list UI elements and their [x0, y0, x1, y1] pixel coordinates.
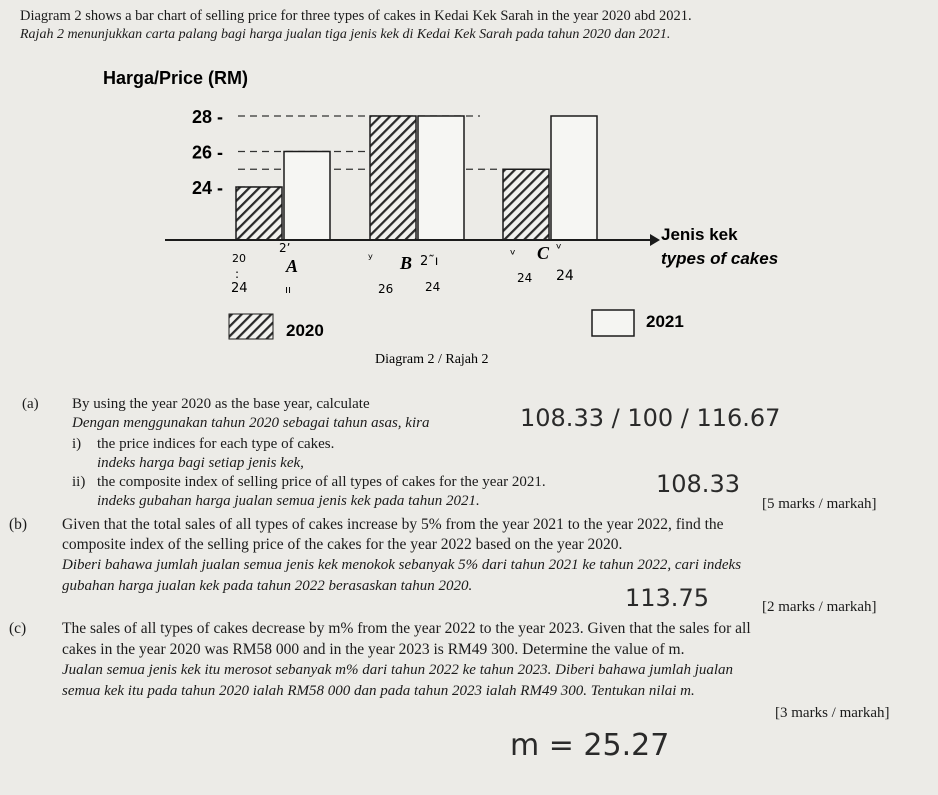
- q-a-i-en: the price indices for each type of cakes.: [97, 436, 335, 452]
- handwritten-answer-c: m = 25.27: [510, 728, 670, 763]
- q-c-ms2: semua kek itu pada tahun 2020 ialah RM58 000 dan pada tahun 2023 ialah RM49 300. Tentukan nilai m.: [62, 683, 695, 699]
- bar-2021-C: [551, 116, 597, 240]
- x-label-ms: Jenis kek: [661, 225, 738, 244]
- chart-caption: Diagram 2 / Rajah 2: [375, 352, 489, 367]
- y-tick-label: 28 -: [192, 107, 224, 127]
- q-b-marks: [2 marks / markah]: [762, 599, 877, 615]
- hand-note: ᵛ: [510, 247, 516, 263]
- hand-note: ʸ: [368, 252, 373, 267]
- bar-chart: [0, 0, 938, 390]
- q-b-ms2: gubahan harga jualan kek pada tahun 2022 berasaskan tahun 2020.: [62, 578, 473, 594]
- legend-swatch-2021: [592, 310, 634, 336]
- q-c-label: (c): [9, 620, 27, 637]
- y-axis-label: Harga/Price (RM): [103, 68, 249, 88]
- q-a-label: (a): [22, 396, 39, 412]
- bar-2021-A: [284, 152, 330, 241]
- hand-note: 2ʼ: [279, 241, 291, 255]
- legend-label-2020: 2020: [286, 321, 324, 340]
- legend-label-2021: 2021: [646, 312, 684, 331]
- bar-2020-B: [370, 116, 416, 240]
- y-tick-label: 26 -: [192, 142, 224, 163]
- x-label-en: types of cakes: [661, 249, 779, 268]
- hand-note: 26: [378, 282, 394, 296]
- category-label-A: A: [286, 256, 299, 276]
- hand-note: 24: [517, 271, 533, 285]
- q-a-en: By using the year 2020 as the base year, calculate: [72, 396, 370, 412]
- intro-en: Diagram 2 shows a bar chart of selling price for three types of cakes in Kedai Kek Sarah in the year 2020 abd 2021.: [20, 8, 692, 24]
- q-a-i-label: i): [72, 436, 82, 452]
- q-a-ms: Dengan menggunakan tahun 2020 sebagai tahun asas, kira: [72, 415, 430, 431]
- q-a-i-ms: indeks harga bagi setiap jenis kek,: [97, 455, 304, 471]
- category-label-C: C: [537, 243, 550, 263]
- hand-note: 24: [425, 280, 441, 294]
- q-c-ms1: Jualan semua jenis kek itu merosot sebanyak m% dari tahun 2022 ke tahun 2023. Diberi bahawa jumlah jualan: [62, 662, 734, 678]
- hand-note: 24: [231, 281, 248, 296]
- hand-note: ıı: [285, 283, 292, 296]
- x-axis-arrow: [650, 234, 660, 246]
- q-b-en2: composite index of the selling price of the cakes for the year 2022 based on the year 2020.: [62, 536, 623, 553]
- bar-2020-A: [236, 187, 282, 240]
- handwritten-answer-b: 113.75: [625, 584, 709, 612]
- bar-2021-B: [418, 116, 464, 240]
- hand-note: ᵛ: [556, 241, 562, 257]
- bar-2020-C: [503, 169, 549, 240]
- q-a-ii-en: the composite index of selling price of all types of cakes for the year 2021.: [97, 474, 546, 490]
- q-a-ii-ms: indeks gubahan harga jualan semua jenis kek pada tahun 2021.: [97, 493, 480, 509]
- q-c-marks: [3 marks / markah]: [775, 705, 890, 721]
- hand-note: :: [235, 267, 240, 281]
- q-a-ii-label: ii): [72, 474, 86, 490]
- hand-note: 20: [232, 252, 246, 265]
- q-c-en1: The sales of all types of cakes decrease by m% from the year 2022 to the year 2023. Given that the sales for all: [62, 620, 751, 637]
- handwritten-answer-a-ii: 108.33: [656, 470, 740, 498]
- q-b-en1: Given that the total sales of all types of cakes increase by 5% from the year 2021 to the year 2022, find the: [62, 516, 724, 533]
- q-c-en2: cakes in the year 2020 was RM58 000 and in the year 2023 is RM49 300. Determine the value of m.: [62, 641, 685, 658]
- bars: [236, 116, 597, 240]
- category-label-B: B: [400, 253, 413, 273]
- handwritten-answer-a-i: 108.33 / 100 / 116.67: [520, 404, 781, 432]
- hand-note: 2˜ı: [420, 254, 439, 269]
- legend-swatch-2020: [229, 314, 273, 339]
- q-b-ms1: Diberi bahawa jumlah jualan semua jenis kek menokok sebanyak 5% dari tahun 2021 ke tahun 2022, cari indeks: [62, 557, 742, 573]
- intro-ms: Rajah 2 menunjukkan carta palang bagi harga jualan tiga jenis kek di Kedai Kek Sarah pada tahun 2020 dan 2021.: [20, 27, 671, 42]
- q-a-marks: [5 marks / markah]: [762, 496, 877, 512]
- hand-note: 24: [556, 268, 574, 284]
- y-ticks: [192, 107, 223, 198]
- y-tick-label: 24 -: [192, 178, 224, 198]
- q-b-label: (b): [9, 516, 28, 533]
